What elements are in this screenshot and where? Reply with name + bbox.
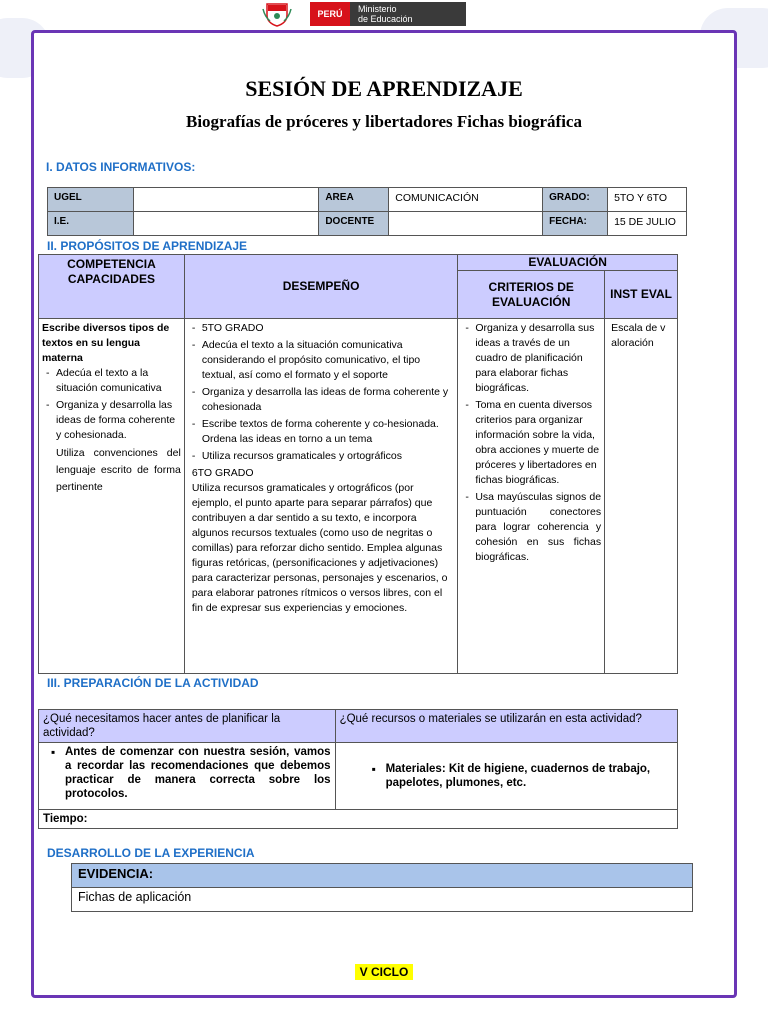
section-desarrollo-heading: DESARROLLO DE LA EXPERIENCIA [47, 846, 255, 860]
evidencia-label: EVIDENCIA: [72, 864, 693, 888]
ie-label: I.E. [48, 212, 134, 236]
ministry-line-2: de Educación [358, 14, 413, 24]
ugel-value [133, 188, 318, 212]
coat-of-arms-icon [262, 1, 292, 27]
question-before: ¿Qué necesitamos hacer antes de planificar la actividad? [39, 710, 336, 743]
section-datos-heading: I. DATOS INFORMATIVOS: [46, 160, 196, 174]
list-item: - Organiza y desarrolla las ideas de forma coherente y cohesionada. [42, 398, 181, 443]
capacidad-extra: Utiliza convenciones del lenguaje escrito de forma pertinente [56, 447, 181, 493]
col-evaluacion: EVALUACIÓN [458, 255, 678, 271]
area-label: AREA [319, 188, 389, 212]
list-item: - Organiza y desarrolla sus ideas a través de un cuadro de planificación para elaborar fichas biográficas. [461, 321, 601, 396]
ministry-header [262, 0, 413, 28]
section-preparacion-heading: III. PREPARACIÓN DE LA ACTIVIDAD [47, 676, 259, 690]
section-propositos-heading: II. PROPÓSITOS DE APRENDIZAJE [47, 239, 248, 253]
tiempo-label: Tiempo: [39, 810, 678, 829]
col-inst: INST EVAL [605, 271, 678, 319]
criterios-list [461, 321, 601, 565]
question-resources: ¿Qué recursos o materiales se utilizarán en esta actividad? [335, 710, 677, 743]
ministry-badge [350, 2, 466, 26]
list-item: ▪ Antes de comenzar con nuestra sesión, vamos a recordar las recomendaciones que debemos practicar de manera correcta sobre los protocolos. [65, 745, 331, 801]
answer-resources-cell [335, 743, 677, 810]
answer-before-cell [39, 743, 336, 810]
page-subtitle: Biografías de próceres y libertadores Fichas biográfica [186, 112, 582, 131]
col-criterios: CRITERIOS DE EVALUACIÓN [458, 271, 605, 319]
ie-value [133, 212, 318, 236]
list-item: - Utiliza recursos gramaticales y ortográficos [188, 449, 454, 464]
docente-label: DOCENTE [319, 212, 389, 236]
docente-value [389, 212, 543, 236]
desempeno-6to-label: 6TO GRADO [191, 467, 254, 479]
list-item: - Escribe textos de forma coherente y co-hesionada. Ordena las ideas en torno a un tema [188, 417, 454, 447]
grado-label: GRADO: [543, 188, 608, 212]
answer-resources-list [340, 762, 673, 790]
page-title: SESIÓN DE APRENDIZAJE [245, 76, 523, 101]
answer-before-list [43, 745, 331, 801]
list-item: - Adecúa el texto a la situación comunicativa considerando el propósito comunicativo, el tipo textual, así como el formato y el soporte [188, 338, 454, 383]
evidencia-table [71, 863, 693, 912]
list-item: ▪ Materiales: Kit de higiene, cuadernos de trabajo, papelotes, plumones, etc. [386, 762, 673, 790]
list-item: - Usa mayúsculas signos de puntuación conectores para lograr coherencia y cohesión en sus fichas biográficas. [461, 490, 601, 565]
fecha-label: FECHA: [543, 212, 608, 236]
preparacion-table [38, 709, 678, 829]
evidencia-value: Fichas de aplicación [72, 888, 693, 912]
instrumento-cell: Escala de valoración [605, 319, 678, 674]
desempeno-6to-text: Utiliza recursos gramaticales y ortográficos (por ejemplo, el punto aparte para separar párrafos) que contribuyen a dar sentido a su texto, e incorpora algunos recursos textuales (como uso de negritas o comillas) para reforzar dicho sentido. Emplea algunas figuras retóricas, (personificaciones y adjetivaciones) para caracterizar personas, personajes y escenarios, o para elaborar patrones rítmicos o versos libres, con el fin de expresar sus experiencias y emociones. [191, 482, 448, 614]
propositos-table [38, 254, 678, 674]
competencia-cell [39, 319, 185, 674]
criterios-cell [458, 319, 605, 674]
list-item: - Adecúa el texto a la situación comunicativa [42, 366, 181, 396]
col-competencia: COMPETENCIA CAPACIDADES [39, 255, 185, 319]
ugel-label: UGEL [48, 188, 134, 212]
ciclo-badge: V CICLO [355, 964, 413, 980]
list-item: - Toma en cuenta diversos criterios para organizar información sobre la vida, obra acciones y muerte de próceres y libertadores en fichas biográficas. [461, 398, 601, 488]
fecha-value: 15 DE JULIO [608, 212, 687, 236]
capacidades-list [42, 366, 181, 443]
desempeno-cell [184, 319, 457, 674]
list-item: - 5TO GRADO [188, 321, 454, 336]
ministry-line-1: Ministerio [358, 4, 397, 14]
list-item: - Organiza y desarrolla las ideas de forma coherente y cohesionada [188, 385, 454, 415]
datos-table [47, 187, 687, 236]
competencia-title: Escribe diversos tipos de textos en su lengua materna [42, 322, 170, 364]
col-desempeno: DESEMPEÑO [184, 255, 457, 319]
grado-value: 5TO Y 6TO [608, 188, 687, 212]
area-value: COMUNICACIÓN [389, 188, 543, 212]
desempeno-5to-list [188, 321, 454, 464]
country-badge: PERÚ [310, 2, 350, 26]
